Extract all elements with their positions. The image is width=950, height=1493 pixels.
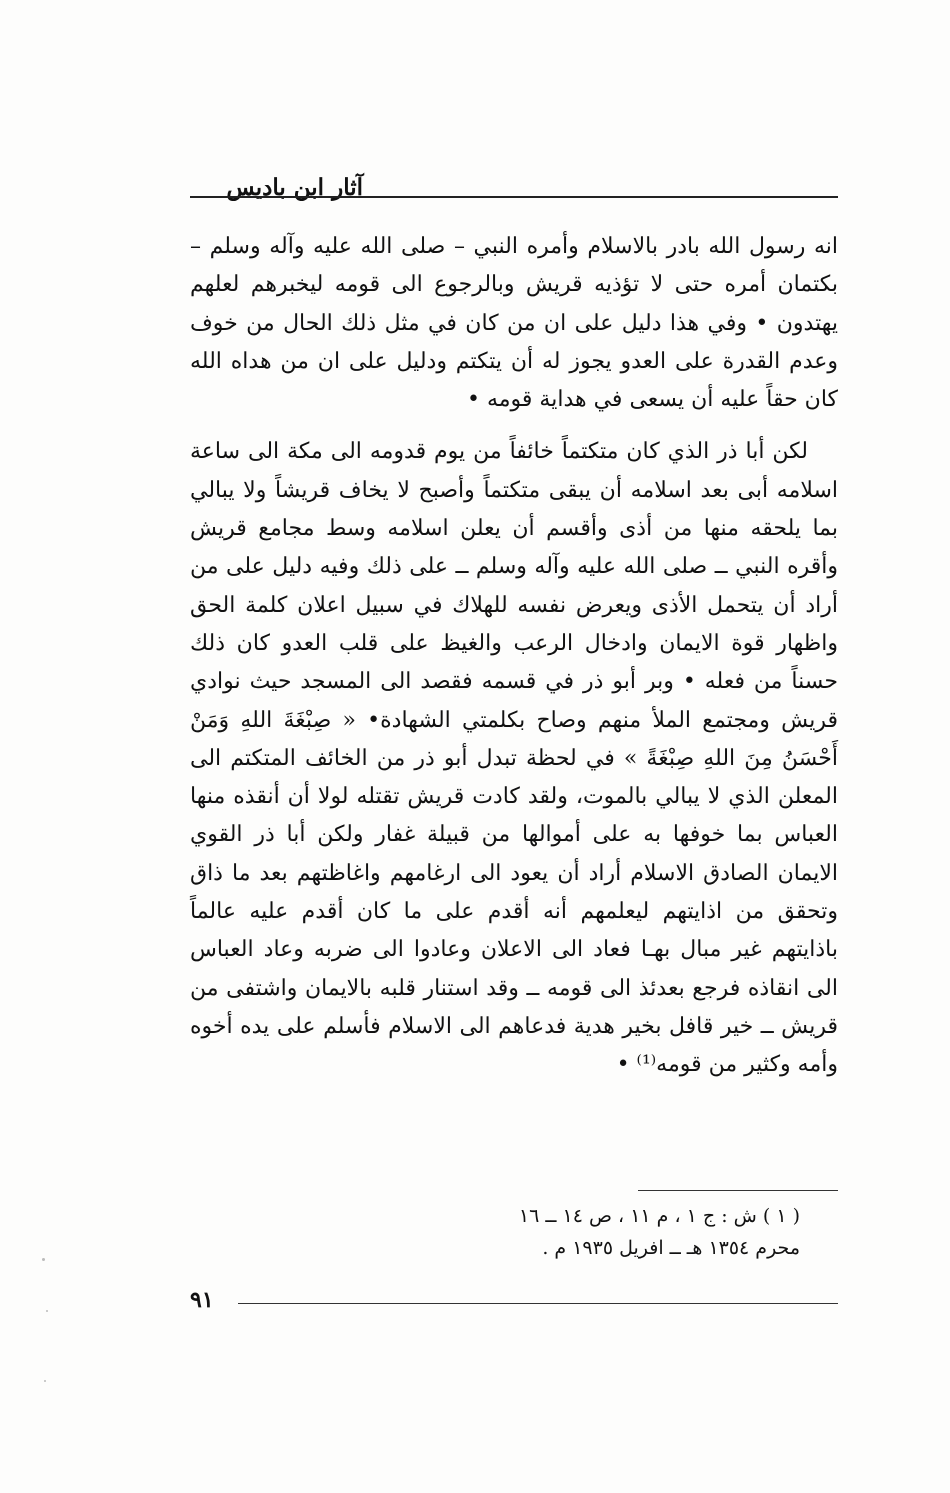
footnotes — [380, 1200, 800, 1264]
scan-speck — [42, 1258, 45, 1261]
footnote-separator — [638, 1190, 838, 1191]
scan-speck — [46, 1310, 48, 1312]
footnote-line-2: محرم ١٣٥٤ هـ ــ افريل ١٩٣٥ م . — [542, 1237, 800, 1259]
scan-speck — [44, 1380, 46, 1382]
running-header-title: آثار ابن باديس — [226, 174, 363, 201]
header-rule — [190, 196, 838, 198]
paragraph-1: انه رسول الله بادر بالاسلام وأمره النبي – صلى الله عليه وآله وسلم – بكتمان أمره حتى لا تؤذيه قريش وبالرجوع الى قومه ليخبرهم لعلهم يهتدون • وفي هذا دليل على ان من كان في مثل ذلك الحال من خوف وعدم القدرة على العدو يجوز له أن يتكتم ودليل على ان من هداه الله كان حقاً عليه أن يسعى في هداية قومه • — [190, 234, 838, 413]
running-header — [190, 168, 838, 208]
footnote-line-1: ( ١ ) ش : ج ١ ، م ١١ ، ص ١٤ ــ ١٦ — [518, 1205, 800, 1227]
paragraph-2: لكن أبا ذر الذي كان متكتماً خائفاً من يوم قدومه الى مكة الى ساعة اسلامه أبى بعد اسلامه أن يبقى متكتماً وأصبح لا يخاف قريشاً ولا يبالي بما يلحقه منها من أذى وأقسم أن يعلن اسلامه وسط مجامع قريش وأقره النبي ــ صلى الله عليه وآله وسلم ــ على ذلك وفيه دليل على من أراد أن يتحمل الأذى ويعرض نفسه للهلاك في سبيل اعلان كلمة الحق واظهار قوة الايمان وادخال الرعب والغيظ على قلب العدو كان ذلك حسناً من فعله • وبر أبو ذر في قسمه فقصد الى المسجد حيث نوادي قريش ومجتمع الملأ منهم وصاح بكلمتي الشهادة• « صِبْغَةَ اللهِ وَمَنْ أَحْسَنُ مِنَ اللهِ صِبْغَةً » في لحظة تبدل أبو ذر من الخائف المتكتم الى المعلن الذي لا يبالي بالموت، ولقد كادت قريش تقتله لولا أن أنقذه منها العباس بما خوفها به على أموالها من قبيلة غفار ولكن أبا ذر القوي الايمان الصادق الاسلام أراد أن يعود الى ارغامهم واغاظتهم بعد ما ذاق وتحقق من اذايتهم ليعلمهم أنه أقدم على ما كان أقدم عليه عالماً باذايتهم غير مبال بهـا فعاد الى الاعلان وعادوا الى ضربه وعاد العباس الى انقاذه فرجع بعدئذ الى قومه ــ وقد استنار قلبه بالايمان واشتفى من قريش ــ خير قافل بخير هدية فدعاهم الى الاسلام فأسلم على يده أخوه وأمه وكثير من قومه⁽¹⁾ • — [190, 439, 838, 1078]
page-number: ٩١ — [190, 1287, 214, 1313]
footer-rule — [238, 1303, 838, 1304]
main-text — [190, 228, 838, 1085]
